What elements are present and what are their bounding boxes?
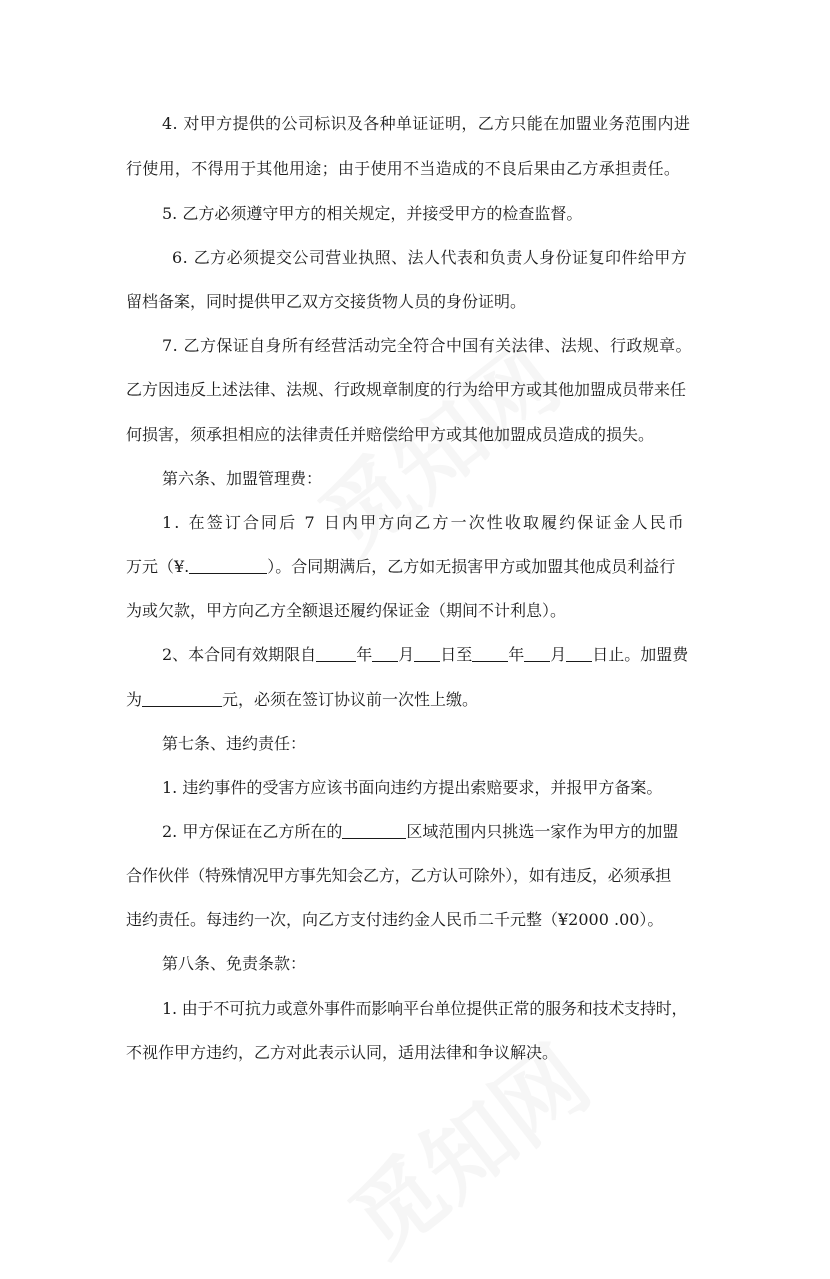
deposit-amount-blank[interactable] [189, 555, 267, 574]
item6-line2: 留档备案，同时提供甲乙双方交接货物人员的身份证明。 [126, 292, 527, 311]
month-label: 月 [550, 645, 567, 664]
article6-heading: 第六条、加盟管理费： [162, 469, 323, 488]
art7-2-line1 [162, 820, 716, 844]
item7-line3: 何损害，须承担相应的法律责任并赔偿给甲方或其他加盟成员造成的损失。 [126, 425, 655, 444]
art6-1-line1: 1. 在签订合同后 7 日内甲方向乙方一次性收取履约保证金人民币 [162, 513, 686, 532]
article7-heading: 第七条、违约责任： [162, 734, 307, 753]
start-month-blank[interactable] [372, 643, 398, 662]
year-label: 年 [508, 645, 525, 664]
art8-1-line1: 1. 由于不可抗力或意外事件而影响平台单位提供正常的服务和技术支持时， [162, 999, 688, 1018]
day-to-label: 日至 [440, 645, 473, 664]
term-prefix: 2、本合同有效期限自 [162, 645, 317, 664]
art7-2-line3: 违约责任。每违约一次，向乙方支付违约金人民币二千元整（¥2000 .00）。 [126, 910, 664, 929]
region-suffix: 区域范围内只挑选一家作为甲方的加盟 [406, 822, 679, 841]
region-prefix: 2. 甲方保证在乙方所在的 [162, 822, 343, 841]
year-label: 年 [356, 645, 373, 664]
end-year-blank[interactable] [472, 643, 508, 662]
item4-line1: 4. 对甲方提供的公司标识及各种单证证明，乙方只能在加盟业务范围内进 [162, 114, 691, 133]
item6-line1: 6. 乙方必须提交公司营业执照、法人代表和负责人身份证复印件给甲方 [172, 248, 688, 267]
item7-line1: 7. 乙方保证自身所有经营活动完全符合中国有关法律、法规、行政规章。 [162, 336, 692, 355]
end-day-blank[interactable] [566, 643, 592, 662]
deposit-prefix: 万元（¥. [126, 557, 190, 576]
start-day-blank[interactable] [414, 643, 440, 662]
start-year-blank[interactable] [316, 643, 356, 662]
art6-2-line2 [126, 688, 716, 712]
art6-1-line3: 为或欠款，甲方向乙方全额退还履约保证金（期间不计利息）。 [126, 601, 567, 620]
item7-line2: 乙方因违反上述法律、法规、行政规章制度的行为给甲方或其他加盟成员带来任 [126, 380, 687, 399]
item5-line1: 5. 乙方必须遵守甲方的相关规定，并接受甲方的检查监督。 [162, 204, 583, 223]
art6-1-line2 [126, 555, 716, 579]
region-blank[interactable] [342, 820, 406, 839]
month-label: 月 [398, 645, 415, 664]
art7-1-line1: 1. 违约事件的受害方应该书面向违约方提出索赔要求，并报甲方备案。 [162, 778, 663, 797]
art7-2-line2: 合作伙伴（特殊情况甲方事先知会乙方，乙方认可除外），如有违反，必须承担 [126, 866, 672, 885]
end-month-blank[interactable] [524, 643, 550, 662]
art6-2-line1 [162, 643, 716, 667]
article8-heading: 第八条、免责条款： [162, 954, 307, 973]
fee-amount-blank[interactable] [142, 688, 222, 707]
fee-suffix: 元，必须在签订协议前一次性上缴。 [222, 690, 479, 709]
term-suffix: 日止。加盟费 [592, 645, 689, 664]
item4-line2: 行使用，不得用于其他用途；由于使用不当造成的不良后果由乙方承担责任。 [126, 159, 681, 178]
art8-1-line2: 不视作甲方违约，乙方对此表示认同，适用法律和争议解决。 [126, 1043, 559, 1062]
deposit-suffix: ）。合同期满后，乙方如无损害甲方或加盟其他成员利益行 [267, 557, 676, 576]
fee-prefix: 为 [126, 690, 143, 709]
